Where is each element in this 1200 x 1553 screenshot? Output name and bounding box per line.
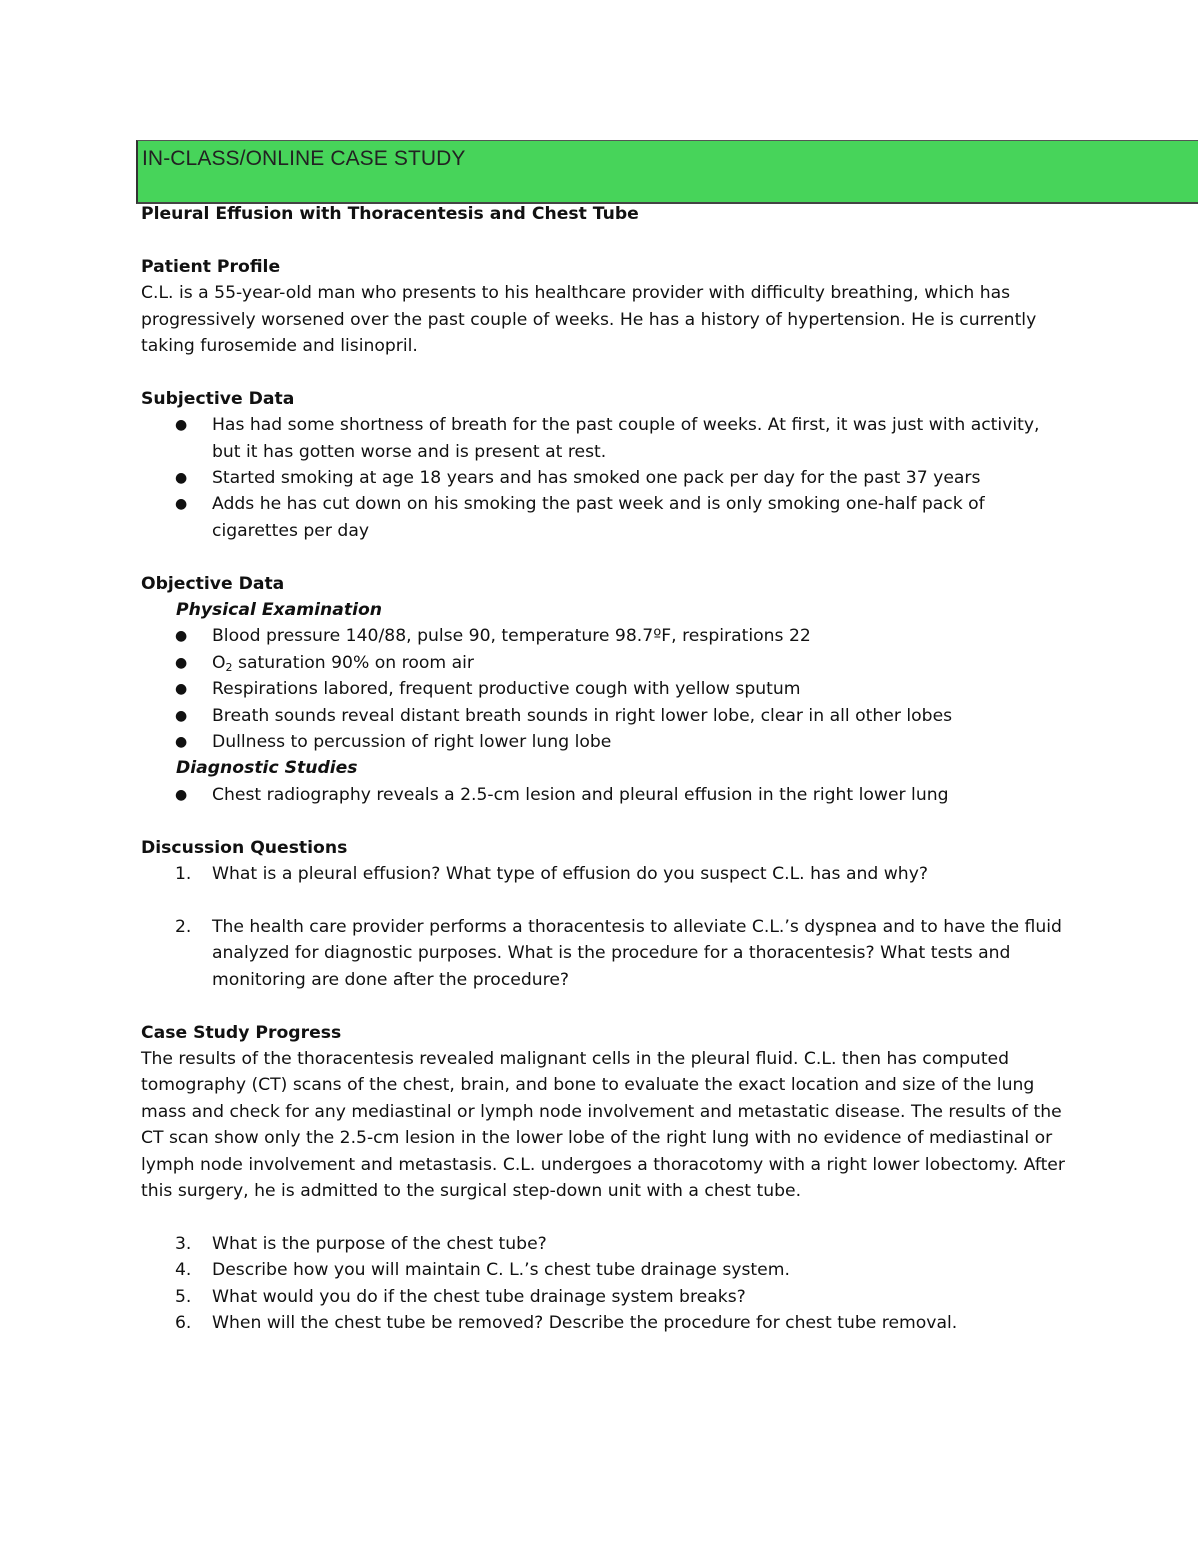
subjective-data-list [141, 412, 1071, 544]
question-item [141, 1284, 1071, 1310]
question-number: 5. [175, 1286, 192, 1307]
question-number: 2. [175, 916, 192, 937]
list-item-text: Respirations labored, frequent productive cough with yellow sputum [212, 679, 801, 700]
list-item [141, 465, 1071, 491]
question-text: What would you do if the chest tube drainage system breaks? [212, 1286, 746, 1307]
list-item-text: Dullness to percussion of right lower lung lobe [212, 732, 612, 753]
list-item [141, 676, 1071, 702]
bullet-icon: ● [175, 734, 188, 751]
list-item [141, 491, 1071, 544]
bullet-icon: ● [175, 786, 188, 803]
discussion-questions-list [141, 861, 1071, 993]
question-number: 3. [175, 1233, 192, 1254]
list-item [141, 623, 1071, 649]
diagnostic-studies-list [141, 782, 1071, 808]
document-title: Pleural Effusion with Thoracentesis and Chest Tube [141, 204, 639, 224]
bullet-icon: ● [175, 417, 188, 434]
physical-examination-heading: Physical Examination [176, 600, 383, 621]
question-item [141, 914, 1071, 993]
question-item [141, 861, 1071, 887]
objective-data-heading: Objective Data [141, 573, 285, 594]
list-item [141, 729, 1071, 755]
question-item [141, 1231, 1071, 1257]
list-item-text: Breath sounds reveal distant breath sounds in right lower lobe, clear in all other lobes [212, 705, 953, 726]
patient-profile-heading: Patient Profile [141, 256, 281, 277]
question-number: 1. [175, 864, 192, 885]
list-item [141, 782, 1071, 808]
question-item [141, 1310, 1071, 1336]
bullet-icon: ● [175, 470, 188, 487]
question-text: When will the chest tube be removed? Describe the procedure for chest tube removal. [212, 1312, 958, 1333]
question-item [141, 1257, 1071, 1283]
question-text: The health care provider performs a thoracentesis to alleviate C.L.’s dyspnea and to have the fluid analyzed for diagnostic purposes. What is the procedure for a thoracentesis? What tests and monitoring are done after the procedure? [212, 916, 1062, 990]
list-item [141, 703, 1071, 729]
o2-symbol: $O_2$ [212, 652, 233, 674]
diagnostic-studies-heading: Diagnostic Studies [176, 758, 358, 779]
case-study-progress-text: The results of the thoracentesis revealed malignant cells in the pleural fluid. C.L. then has computed tomography (CT) scans of the chest, brain, and bone to evaluate the exact location and size of the lung mass and check for any mediastinal or lymph node involvement and metastatic disease. The results of the CT scan show only the 2.5-cm lesion in the lower lobe of the right lung with no evidence of mediastinal or lymph node involvement and metastasis. C.L. undergoes a thoracotomy with a right lower lobectomy. After this surgery, he is admitted to the surgical step-down unit with a chest tube. [141, 1048, 1065, 1201]
list-item-text: Chest radiography reveals a 2.5-cm lesion and pleural effusion in the right lower lung [212, 784, 949, 805]
list-item-text: Has had some shortness of breath for the past couple of weeks. At first, it was just with activity, but it has gotten worse and is present at rest. [212, 415, 1040, 462]
subjective-data-heading: Subjective Data [141, 388, 295, 409]
question-number: 4. [175, 1260, 192, 1281]
banner-title: IN-CLASS/ONLINE CASE STUDY [142, 147, 466, 170]
physical-examination-list [141, 623, 1071, 755]
list-item-text: Started smoking at age 18 years and has smoked one pack per day for the past 37 years [212, 468, 981, 489]
list-item-text: Adds he has cut down on his smoking the past week and is only smoking one-half pack of cigarettes per day [212, 494, 985, 541]
case-study-banner [136, 140, 1198, 204]
list-item-text: Blood pressure 140/88, pulse 90, temperature 98.7ºF, respirations 22 [212, 626, 811, 647]
bullet-icon: ● [175, 681, 188, 698]
bullet-icon: ● [175, 496, 188, 513]
discussion-questions-heading: Discussion Questions [141, 837, 348, 858]
bullet-icon: ● [175, 628, 188, 645]
question-text: What is the purpose of the chest tube? [212, 1233, 547, 1254]
question-text: What is a pleural effusion? What type of effusion do you suspect C.L. has and why? [212, 864, 928, 885]
document-body [141, 201, 1071, 1336]
list-item [141, 412, 1071, 465]
question-number: 6. [175, 1312, 192, 1333]
list-item [141, 650, 1071, 676]
patient-profile-text: C.L. is a 55-year-old man who presents to his healthcare provider with difficulty breathing, which has progressively worsened over the past couple of weeks. He has a history of hypertension. He is currently taking furosemide and lisinopril. [141, 283, 1037, 357]
list-item-text: saturation 90% on room air [238, 652, 474, 673]
progress-questions-list [141, 1231, 1071, 1337]
bullet-icon: ● [175, 707, 188, 724]
case-study-progress-heading: Case Study Progress [141, 1022, 342, 1043]
bullet-icon: ● [175, 654, 188, 671]
question-text: Describe how you will maintain C. L.’s chest tube drainage system. [212, 1260, 790, 1281]
